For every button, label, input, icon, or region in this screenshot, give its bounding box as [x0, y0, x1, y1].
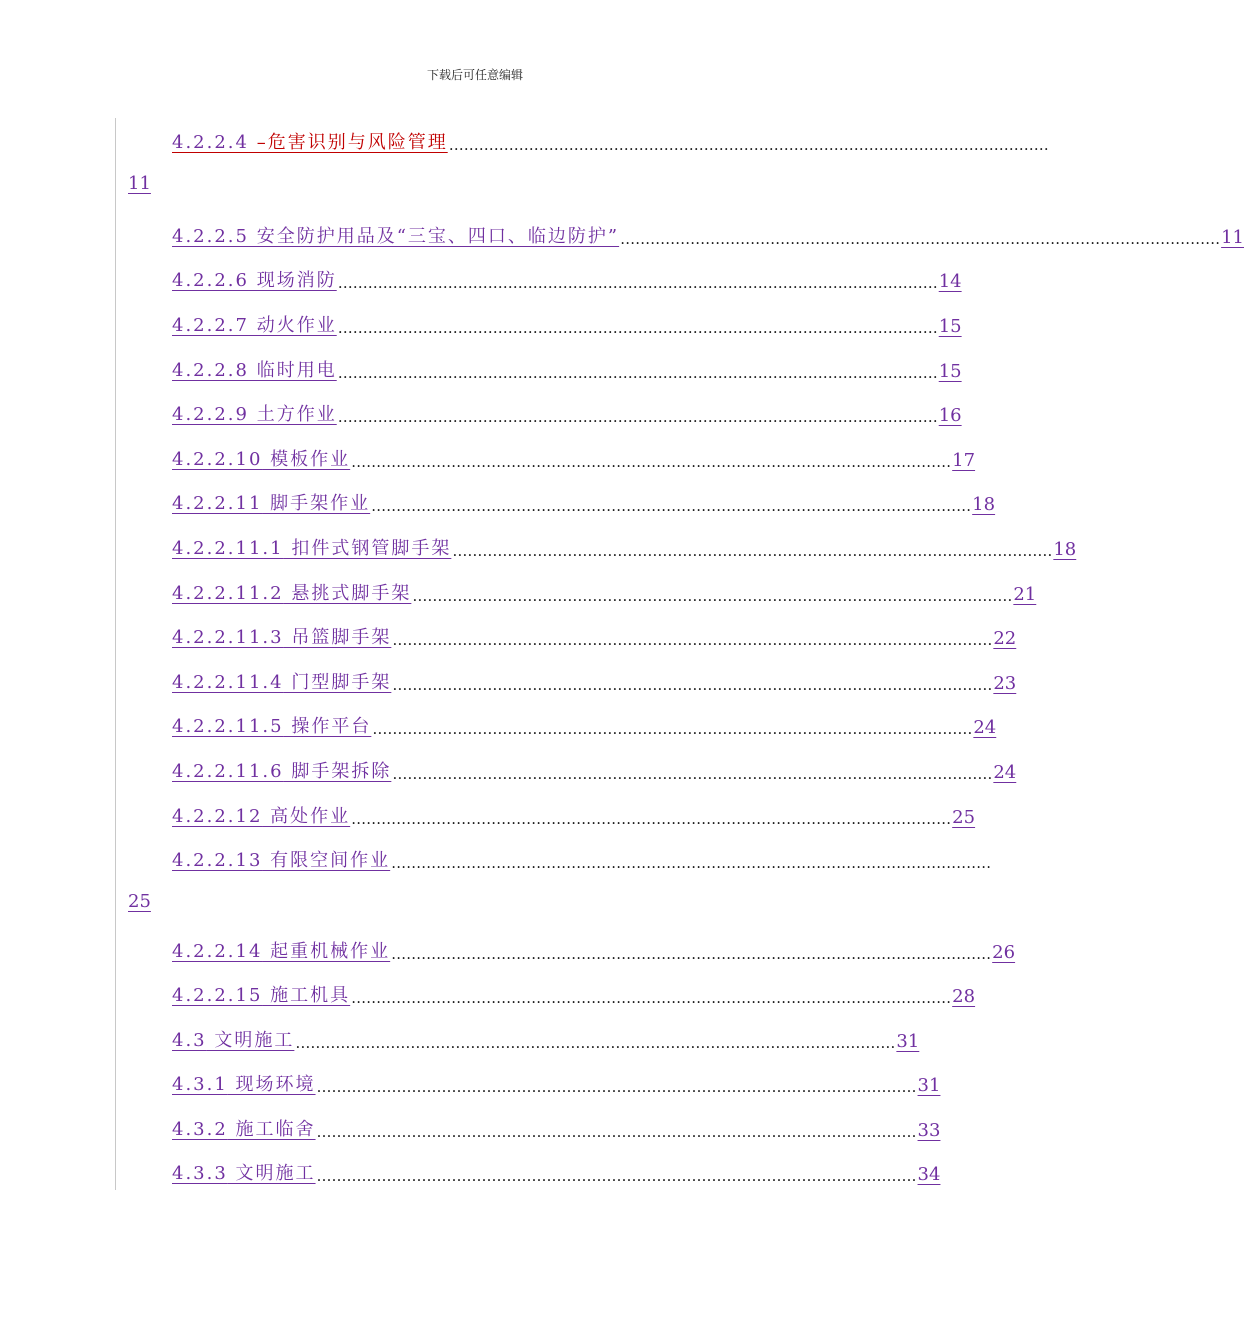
toc-entry[interactable] [172, 400, 962, 426]
toc-entry[interactable] [172, 489, 996, 515]
toc-entry-title: 施工临舍 [227, 1119, 316, 1140]
toc-entry-title: 起重机械作业 [262, 941, 391, 962]
toc-page-number: 14 [938, 271, 962, 292]
toc-leader-dots: ………………………………………………………………………………………………………… [295, 1034, 896, 1052]
toc-page-number: 15 [938, 316, 962, 337]
toc-entry-title: 有限空间作业 [262, 850, 391, 871]
toc-page-number: 16 [938, 405, 962, 426]
toc-leader-dots: ………………………………………………………………………………………………………… [412, 587, 1013, 605]
toc-entry-label [172, 579, 411, 605]
toc-entry-label [172, 937, 390, 963]
toc-leader-dots: ………………………………………………………………………………………………………… [337, 408, 938, 426]
toc-entry-number: 4.2.2.12 [172, 806, 263, 827]
toc-entry[interactable] [172, 356, 962, 382]
toc-entry-title: 门型脚手架 [283, 672, 392, 693]
toc-entry-number: 4.2.2.11.3 [172, 627, 284, 648]
toc-entry[interactable] [172, 579, 1037, 605]
toc-entry[interactable] [172, 1070, 941, 1096]
toc-entry[interactable] [172, 757, 1017, 783]
toc-page-number: 22 [993, 628, 1017, 649]
toc-entry[interactable] [172, 128, 1049, 154]
toc-entry-label [172, 356, 337, 382]
toc-entry-number: 4.2.2.14 [172, 941, 263, 962]
toc-entry[interactable] [172, 937, 1016, 963]
toc-leader-dots: ………………………………………………………………………………………………………… [337, 319, 938, 337]
toc-entry-title: 现场消防 [248, 270, 337, 291]
toc-page-number: 24 [993, 762, 1017, 783]
toc-entry-title: 操作平台 [283, 716, 372, 737]
toc-entry-title: 高处作业 [262, 806, 351, 827]
toc-entry[interactable] [172, 981, 976, 1007]
toc-page-number: 24 [973, 717, 997, 738]
toc-entry-number: 4.2.2.11.1 [172, 538, 284, 559]
toc-leader-dots: ………………………………………………………………………………………………………… [452, 542, 1053, 560]
toc-entry-label [172, 802, 350, 828]
toc-entry-title: 文明施工 [206, 1030, 295, 1051]
toc-leader-dots: ………………………………………………………………………………………………………… [337, 364, 938, 382]
toc-entry-label [172, 266, 337, 292]
toc-entry-title: 施工机具 [262, 985, 351, 1006]
toc-entry-label [172, 1159, 316, 1185]
toc-entry[interactable] [172, 266, 962, 292]
toc-page-number-wrapped[interactable]: 11 [128, 173, 151, 194]
toc-entry-number: 4.3.2 [172, 1119, 228, 1140]
toc-entry-label [172, 222, 619, 248]
toc-entry-title: 文明施工 [227, 1163, 316, 1184]
toc-entry-number: 4.2.2.11 [172, 493, 263, 514]
toc-entry-title: 动火作业 [248, 315, 337, 336]
toc-entry[interactable] [172, 1159, 941, 1185]
toc-entry-title: 悬挑式脚手架 [283, 583, 412, 604]
toc-entry-label [172, 981, 350, 1007]
toc-leader-dots: ………………………………………………………………………………………………………… [316, 1123, 917, 1141]
toc-entry-number: 4.2.2.6 [172, 270, 249, 291]
toc-entry-title: 临时用电 [248, 360, 337, 381]
toc-entry-label [172, 400, 337, 426]
toc-entry-label [172, 712, 371, 738]
toc-entry-title: 安全防护用品及“三宝、四口、临边防护” [248, 226, 620, 247]
toc-entry-title: 模板作业 [262, 449, 351, 470]
toc-leader-dots: ………………………………………………………………………………………………………… [392, 631, 993, 649]
toc-entry-label [172, 846, 390, 872]
toc-entry[interactable] [172, 311, 962, 337]
toc-entry[interactable] [172, 1115, 941, 1141]
toc-leader-dots: ………………………………………………………………………………………………………… [316, 1078, 917, 1096]
toc-entry-label [172, 668, 391, 694]
toc-page-number: 25 [952, 807, 976, 828]
toc-leader-dots: ………………………………………………………………………………………………………… [351, 810, 952, 828]
toc-page-number: 31 [896, 1031, 920, 1052]
toc-page-number: 33 [917, 1120, 941, 1141]
toc-page-number: 31 [917, 1075, 941, 1096]
toc-entry-label [172, 445, 350, 471]
toc-page-number: 28 [952, 986, 976, 1007]
toc-page-number: 26 [992, 942, 1016, 963]
toc-leader-dots: ………………………………………………………………………………………………………… [351, 989, 952, 1007]
toc-page-number: 23 [993, 673, 1017, 694]
toc-entry-number: 4.3 [172, 1030, 207, 1051]
toc-leader-dots: ………………………………………………………………………………………………………… [351, 453, 952, 471]
toc-page-number: 18 [972, 494, 996, 515]
toc-entry-label [172, 489, 370, 515]
toc-leader-dots: ………………………………………………………………………………………………………… [391, 945, 992, 963]
toc-entry-number: 4.2.2.11.6 [172, 761, 284, 782]
toc-leader-dots: ………………………………………………………………………………………………………… [392, 676, 993, 694]
toc-leader-dots: ………………………………………………………………………………………………………… [448, 136, 1049, 154]
toc-entry-number: 4.2.2.7 [172, 315, 249, 336]
toc-entry-label [172, 534, 451, 560]
toc-leader-dots: ………………………………………………………………………………………………………… [620, 230, 1221, 248]
toc-entry-label [172, 1026, 294, 1052]
toc-entry[interactable] [172, 668, 1017, 694]
toc-entry[interactable] [172, 445, 976, 471]
toc-entry-number: 4.2.2.10 [172, 449, 263, 470]
toc-leader-dots: ………………………………………………………………………………………………………… [372, 720, 973, 738]
toc-entry-title: –危害识别与风险管理 [248, 132, 448, 153]
toc-entry-label [172, 311, 337, 337]
toc-entry-title: 脚手架作业 [262, 493, 371, 514]
toc-leader-dots: ………………………………………………………………………………………………………… [337, 274, 938, 292]
toc-page-number: 34 [917, 1164, 941, 1185]
toc-page-number: 21 [1013, 584, 1037, 605]
toc-entry-title: 土方作业 [248, 404, 337, 425]
toc-entry-label [172, 1115, 316, 1141]
toc-leader-dots: ………………………………………………………………………………………………………… [316, 1167, 917, 1185]
margin-line [115, 118, 116, 1190]
toc-entry-title: 脚手架拆除 [283, 761, 392, 782]
toc-page-number-wrapped[interactable]: 25 [128, 891, 151, 912]
toc-entry-label [172, 757, 391, 783]
toc-entry-number: 4.2.2.11.2 [172, 583, 284, 604]
toc-entry[interactable] [172, 222, 1244, 248]
toc-entry-label [172, 623, 391, 649]
toc-leader-dots: ………………………………………………………………………………………………………… [371, 497, 972, 515]
toc-entry[interactable] [172, 534, 1077, 560]
toc-entry-number: 4.3.3 [172, 1163, 228, 1184]
toc-entry-label [172, 128, 448, 154]
toc-entry-number: 4.3.1 [172, 1074, 228, 1095]
toc-entry-number: 4.2.2.11.4 [172, 672, 284, 693]
toc-entry[interactable] [172, 712, 997, 738]
toc-entry-number: 4.2.2.11.5 [172, 716, 284, 737]
toc-entry[interactable] [172, 802, 976, 828]
toc-page-number: 11 [1221, 227, 1244, 248]
toc-entry-number: 4.2.2.15 [172, 985, 263, 1006]
toc-page-number: 15 [938, 361, 962, 382]
toc-entry-number: 4.2.2.13 [172, 850, 263, 871]
toc-page-number: 18 [1053, 539, 1077, 560]
toc-entry[interactable] [172, 623, 1017, 649]
toc-entry-number: 4.2.2.5 [172, 226, 249, 247]
toc-page-number: 17 [952, 450, 976, 471]
toc-entry-label [172, 1070, 316, 1096]
toc-entry-number: 4.2.2.4 [172, 132, 249, 153]
toc-entry-title: 现场环境 [227, 1074, 316, 1095]
toc-entry-number: 4.2.2.8 [172, 360, 249, 381]
page-header: 下载后可任意编辑 [426, 68, 523, 82]
toc-entry-title: 吊篮脚手架 [283, 627, 392, 648]
toc-entry[interactable] [172, 846, 992, 872]
toc-entry-title: 扣件式钢管脚手架 [283, 538, 452, 559]
toc-entry-number: 4.2.2.9 [172, 404, 249, 425]
toc-leader-dots: ………………………………………………………………………………………………………… [392, 765, 993, 783]
toc-entry[interactable] [172, 1026, 920, 1052]
toc-leader-dots: ………………………………………………………………………………………………………… [391, 854, 992, 872]
